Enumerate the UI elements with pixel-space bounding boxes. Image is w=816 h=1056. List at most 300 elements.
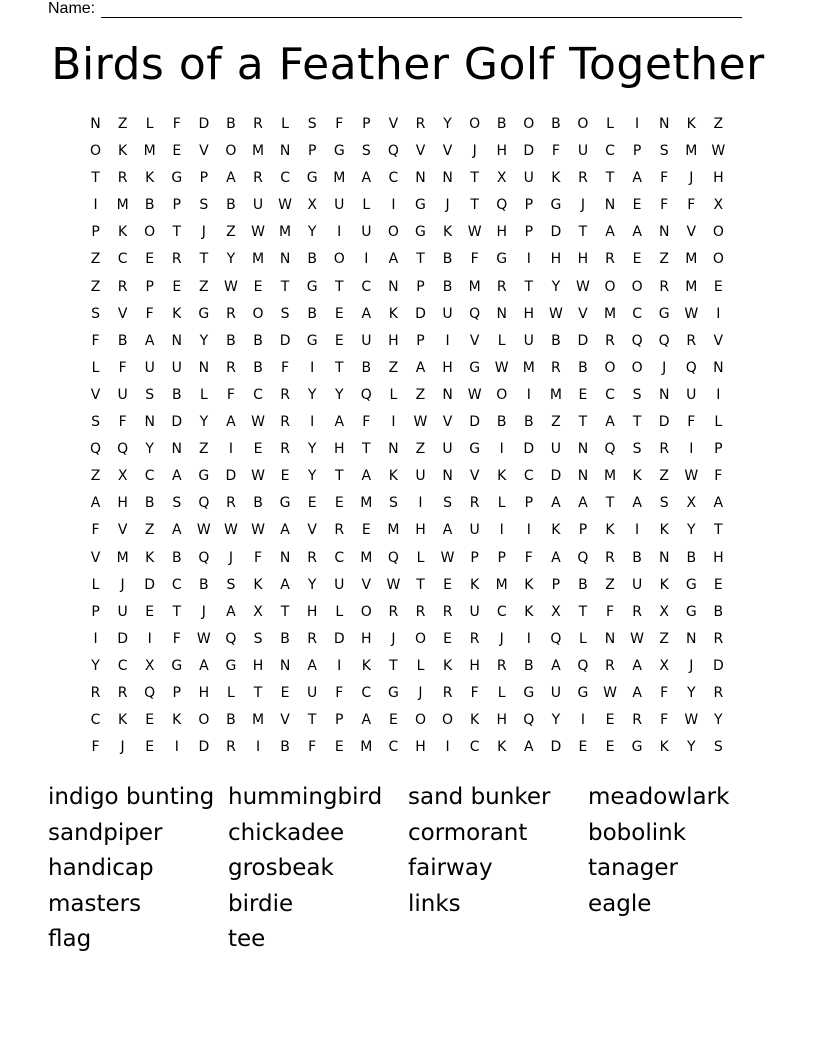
grid-letter: G: [658, 305, 670, 322]
grid-letter: I: [93, 197, 98, 214]
grid-letter: Z: [713, 116, 724, 132]
grid-letter: I: [689, 441, 694, 458]
grid-letter: B: [496, 116, 507, 132]
grid-letter: B: [226, 116, 236, 132]
grid-letter: T: [334, 359, 344, 376]
grid-letter: Q: [387, 549, 399, 566]
grid-letter: U: [361, 332, 372, 349]
grid-letter: D: [198, 739, 210, 756]
grid-letter: M: [116, 197, 129, 214]
grid-letter: L: [335, 603, 344, 620]
grid-letter: Q: [658, 332, 670, 349]
grid-letter: E: [578, 386, 588, 403]
grid-letter: D: [117, 630, 128, 647]
grid-letter: W: [684, 305, 699, 322]
grid-letter: E: [334, 305, 344, 322]
grid-letter: O: [144, 224, 156, 241]
grid-letter: Y: [91, 657, 100, 674]
grid-letter: U: [442, 441, 453, 458]
grid-letter: B: [144, 197, 155, 214]
grid-letter: E: [443, 630, 452, 647]
grid-letter: N: [577, 441, 589, 458]
grid-letter: F: [91, 522, 100, 539]
grid-letter: K: [524, 603, 534, 620]
grid-letter: O: [631, 359, 643, 376]
grid-letter: A: [226, 170, 236, 187]
grid-letter: K: [497, 739, 507, 756]
grid-letter: R: [659, 441, 670, 458]
grid-letter: W: [684, 468, 699, 485]
grid-letter: N: [279, 251, 291, 268]
grid-letter: I: [445, 739, 450, 756]
grid-letter: E: [334, 495, 344, 512]
grid-letter: F: [470, 684, 479, 701]
grid-letter: C: [632, 305, 642, 322]
grid-row: [82, 737, 732, 764]
grid-letter: A: [171, 522, 182, 539]
grid-letter: P: [362, 116, 371, 132]
grid-letter: B: [199, 576, 209, 593]
grid-letter: U: [523, 170, 534, 187]
grid-letter: P: [524, 197, 534, 214]
word-bank-item: chickadee: [228, 819, 345, 846]
grid-letter: B: [226, 712, 236, 729]
grid-letter: A: [144, 332, 155, 349]
grid-letter: A: [605, 414, 615, 431]
grid-letter: D: [658, 414, 670, 431]
grid-letter: R: [117, 278, 128, 295]
grid-letter: H: [523, 305, 535, 322]
grid-letter: I: [147, 630, 152, 647]
grid-letter: N: [279, 549, 291, 566]
grid-letter: A: [415, 359, 426, 376]
grid-letter: W: [494, 359, 509, 376]
grid-letter: Q: [198, 495, 210, 512]
grid-letter: A: [713, 495, 724, 512]
grid-letter: T: [714, 522, 723, 539]
grid-letter: F: [551, 143, 560, 160]
grid-letter: P: [416, 332, 425, 349]
grid-letter: H: [469, 657, 480, 674]
grid-letter: T: [307, 712, 317, 729]
grid-letter: M: [468, 278, 481, 295]
grid-letter: M: [279, 224, 292, 241]
word-bank-item: tanager: [588, 855, 678, 881]
grid-letter: R: [280, 414, 290, 431]
grid-letter: V: [713, 332, 724, 349]
grid-letter: S: [659, 143, 669, 160]
grid-letter: I: [716, 386, 721, 403]
grid-row: [82, 222, 732, 249]
grid-letter: T: [334, 278, 344, 295]
grid-letter: B: [307, 251, 317, 268]
word-bank: [48, 780, 768, 958]
grid-letter: O: [469, 116, 481, 132]
grid-letter: E: [578, 739, 588, 756]
grid-letter: P: [714, 441, 723, 458]
grid-letter: F: [91, 739, 100, 756]
grid-letter: Z: [659, 630, 669, 647]
grid-letter: G: [631, 739, 643, 756]
grid-letter: T: [280, 603, 290, 620]
grid-letter: M: [495, 576, 508, 593]
grid-letter: Y: [307, 224, 317, 241]
grid-letter: A: [578, 495, 588, 512]
grid-letter: S: [280, 305, 290, 322]
grid-letter: F: [335, 684, 344, 701]
grid-letter: W: [386, 576, 401, 593]
word-bank-item: grosbeak: [228, 855, 334, 881]
grid-letter: E: [713, 576, 723, 593]
grid-letter: M: [251, 143, 265, 160]
grid-letter: R: [90, 684, 101, 701]
grid-letter: V: [280, 712, 290, 729]
grid-letter: E: [172, 278, 182, 295]
grid-letter: D: [550, 468, 562, 485]
grid-letter: V: [415, 143, 426, 160]
grid-letter: V: [388, 116, 399, 132]
word-bank-item: sandpiper: [48, 819, 163, 846]
grid-letter: R: [605, 332, 615, 349]
grid-letter: R: [307, 549, 318, 566]
grid-letter: P: [632, 143, 642, 160]
grid-letter: B: [117, 332, 128, 349]
grid-letter: J: [580, 197, 586, 214]
word-bank-item: handicap: [48, 855, 154, 881]
grid-letter: W: [467, 386, 482, 403]
grid-letter: P: [497, 549, 506, 566]
grid-letter: I: [337, 224, 342, 241]
grid-letter: E: [145, 739, 155, 756]
grid-letter: U: [686, 386, 697, 403]
grid-letter: I: [310, 359, 315, 376]
grid-letter: T: [578, 603, 588, 620]
grid-letter: V: [361, 576, 372, 593]
grid-letter: H: [577, 251, 589, 268]
word-bank-item: flag: [48, 926, 92, 952]
grid-row: [82, 683, 732, 710]
grid-letter: I: [635, 116, 640, 132]
grid-letter: H: [117, 495, 128, 512]
grid-row: [82, 114, 732, 141]
grid-letter: F: [226, 386, 235, 403]
grid-letter: E: [145, 712, 155, 729]
grid-letter: G: [469, 441, 481, 458]
grid-letter: W: [224, 278, 238, 295]
grid-letter: G: [171, 170, 183, 187]
grid-letter: R: [442, 603, 453, 620]
grid-letter: Y: [307, 386, 317, 403]
grid-letter: V: [442, 414, 453, 431]
grid-letter: R: [253, 170, 263, 187]
grid-letter: N: [442, 468, 453, 485]
grid-letter: Z: [199, 441, 209, 458]
grid-letter: J: [418, 684, 423, 701]
word-bank-item: birdie: [228, 890, 294, 917]
grid-letter: I: [228, 441, 233, 458]
grid-letter: G: [685, 603, 697, 620]
grid-letter: Q: [360, 386, 372, 403]
grid-letter: M: [360, 739, 373, 756]
grid-letter: A: [551, 657, 561, 674]
grid-letter: G: [469, 359, 481, 376]
grid-letter: J: [662, 359, 667, 376]
grid-letter: E: [253, 278, 263, 295]
grid-letter: U: [144, 359, 155, 376]
grid-letter: N: [415, 170, 426, 187]
grid-letter: B: [686, 549, 697, 566]
grid-letter: D: [550, 224, 562, 241]
grid-letter: N: [279, 143, 291, 160]
grid-letter: H: [388, 332, 399, 349]
grid-letter: F: [660, 712, 669, 729]
grid-letter: K: [524, 576, 534, 593]
grid-letter: Y: [145, 441, 154, 458]
grid-letter: R: [713, 684, 724, 701]
word-bank-item: hummingbird: [228, 784, 383, 810]
grid-letter: E: [632, 251, 642, 268]
grid-letter: S: [713, 739, 723, 756]
grid-letter: I: [174, 739, 179, 756]
grid-letter: B: [280, 739, 290, 756]
word-bank-item: sand bunker: [408, 784, 551, 810]
grid-letter: E: [253, 441, 263, 458]
grid-letter: I: [310, 414, 315, 431]
grid-letter: X: [144, 657, 155, 674]
grid-letter: R: [659, 278, 670, 295]
grid-row: [82, 304, 732, 331]
grid-row: [82, 385, 732, 412]
grid-letter: I: [391, 414, 396, 431]
grid-letter: H: [713, 170, 724, 187]
grid-letter: Q: [631, 332, 643, 349]
grid-letter: H: [198, 684, 210, 701]
grid-letter: Z: [551, 414, 561, 431]
grid-letter: W: [251, 224, 265, 241]
grid-letter: H: [496, 712, 507, 729]
grid-letter: E: [443, 576, 452, 593]
grid-letter: A: [442, 522, 453, 539]
grid-letter: G: [387, 684, 399, 701]
grid-letter: C: [388, 739, 399, 756]
grid-letter: D: [225, 468, 237, 485]
grid-letter: T: [362, 441, 371, 458]
grid-letter: G: [279, 495, 291, 512]
grid-letter: O: [333, 251, 345, 268]
grid-letter: E: [307, 495, 317, 512]
grid-letter: R: [280, 441, 290, 458]
grid-letter: N: [604, 197, 616, 214]
grid-letter: B: [442, 251, 453, 268]
grid-letter: U: [469, 522, 480, 539]
grid-letter: M: [360, 495, 373, 512]
grid-letter: O: [712, 224, 724, 241]
grid-letter: P: [91, 603, 100, 620]
grid-letter: V: [469, 468, 480, 485]
grid-letter: I: [526, 630, 531, 647]
grid-letter: B: [171, 386, 182, 403]
grid-letter: U: [334, 576, 345, 593]
grid-letter: O: [414, 712, 426, 729]
grid-letter: Q: [577, 657, 589, 674]
grid-letter: X: [117, 468, 128, 485]
grid-letter: O: [496, 386, 508, 403]
grid-letter: Z: [388, 359, 399, 376]
grid-letter: J: [499, 630, 504, 647]
grid-letter: S: [145, 386, 155, 403]
grid-letter: K: [361, 657, 371, 674]
grid-letter: K: [253, 576, 263, 593]
grid-letter: F: [605, 603, 615, 620]
grid-letter: B: [713, 603, 724, 620]
grid-letter: O: [414, 630, 426, 647]
grid-letter: K: [172, 305, 182, 322]
grid-letter: D: [415, 305, 426, 322]
grid-letter: R: [226, 359, 236, 376]
grid-letter: L: [497, 684, 506, 701]
grid-letter: K: [605, 522, 615, 539]
grid-letter: L: [579, 630, 587, 647]
grid-letter: N: [604, 630, 616, 647]
grid-letter: R: [280, 386, 290, 403]
grid-letter: W: [467, 224, 482, 241]
grid-letter: Z: [117, 116, 128, 132]
grid-letter: T: [280, 278, 290, 295]
grid-letter: F: [524, 549, 533, 566]
grid-letter: A: [361, 170, 372, 187]
grid-letter: Q: [198, 549, 210, 566]
name-field[interactable]: [48, 0, 742, 18]
grid-letter: W: [224, 522, 238, 539]
grid-letter: Y: [443, 116, 452, 132]
grid-letter: E: [145, 251, 155, 268]
grid-letter: G: [550, 197, 562, 214]
grid-letter: J: [120, 739, 125, 756]
grid-letter: W: [196, 522, 211, 539]
grid-letter: K: [442, 224, 453, 241]
grid-letter: J: [201, 224, 206, 241]
grid-letter: R: [253, 116, 263, 132]
grid-letter: V: [117, 522, 128, 539]
grid-letter: K: [442, 657, 453, 674]
grid-letter: Q: [550, 630, 562, 647]
grid-letter: C: [523, 468, 534, 485]
grid-letter: K: [551, 522, 561, 539]
grid-letter: T: [172, 603, 182, 620]
grid-letter: W: [684, 712, 699, 729]
grid-letter: R: [171, 251, 182, 268]
grid-letter: R: [605, 251, 615, 268]
grid-letter: T: [578, 414, 588, 431]
grid-letter: M: [143, 143, 156, 160]
grid-letter: A: [524, 739, 534, 756]
grid-letter: Z: [90, 468, 101, 485]
page-title: Birds of a Feather Golf Together: [51, 39, 765, 90]
grid-letter: L: [714, 414, 723, 431]
grid-row: [82, 656, 732, 683]
grid-letter: R: [496, 657, 507, 674]
grid-letter: T: [199, 251, 209, 268]
grid-letter: J: [120, 576, 125, 593]
grid-letter: A: [90, 495, 101, 512]
grid-letter: G: [306, 332, 318, 349]
grid-letter: A: [199, 657, 209, 674]
grid-letter: L: [606, 116, 614, 132]
grid-letter: B: [253, 359, 263, 376]
grid-letter: D: [523, 143, 535, 160]
grid-letter: F: [91, 332, 100, 349]
grid-letter: G: [577, 684, 589, 701]
grid-letter: J: [689, 170, 694, 187]
grid-letter: Y: [551, 712, 561, 729]
grid-letter: U: [307, 684, 318, 701]
grid-letter: U: [334, 197, 345, 214]
grid-letter: C: [605, 386, 615, 403]
grid-letter: P: [524, 224, 534, 241]
grid-row: [82, 439, 732, 466]
grid-letter: L: [497, 332, 506, 349]
grid-letter: E: [172, 143, 182, 160]
grid-letter: F: [118, 414, 127, 431]
grid-letter: P: [91, 224, 100, 241]
grid-letter: K: [145, 170, 155, 187]
grid-row: [82, 168, 732, 195]
grid-letter: A: [280, 576, 290, 593]
grid-letter: M: [549, 386, 562, 403]
grid-letter: H: [415, 739, 426, 756]
grid-letter: U: [577, 143, 589, 160]
grid-letter: C: [117, 251, 128, 268]
grid-letter: W: [576, 278, 590, 295]
grid-letter: L: [389, 386, 398, 403]
grid-letter: P: [307, 143, 317, 160]
grid-letter: G: [415, 197, 426, 214]
word-bank-item: bobolink: [588, 819, 687, 846]
grid-letter: G: [198, 305, 210, 322]
grid-letter: Y: [199, 414, 209, 431]
grid-letter: B: [523, 414, 534, 431]
grid-letter: H: [252, 657, 264, 674]
grid-letter: H: [306, 603, 318, 620]
grid-letter: I: [526, 386, 531, 403]
word-bank-item: links: [408, 890, 461, 917]
grid-letter: B: [171, 549, 182, 566]
grid-letter: W: [440, 549, 455, 566]
grid-letter: M: [603, 305, 617, 322]
grid-letter: I: [418, 495, 423, 512]
grid-letter: R: [388, 603, 399, 620]
grid-letter: D: [469, 414, 481, 431]
grid-letter: J: [472, 143, 477, 160]
grid-letter: Q: [144, 684, 156, 701]
grid-row: [82, 331, 732, 358]
grid-letter: C: [334, 549, 345, 566]
grid-letter: V: [578, 305, 588, 322]
grid-letter: U: [117, 603, 128, 620]
grid-letter: C: [361, 278, 372, 295]
grid-letter: W: [196, 630, 211, 647]
grid-letter: R: [686, 332, 697, 349]
grid-letter: U: [361, 224, 372, 241]
word-bank-item: tee: [228, 926, 266, 952]
grid-letter: Z: [415, 441, 426, 458]
grid-letter: W: [413, 414, 428, 431]
grid-letter: A: [632, 684, 642, 701]
grid-letter: Z: [659, 468, 669, 485]
grid-letter: Q: [496, 197, 508, 214]
grid-letter: X: [551, 603, 561, 620]
word-bank-item: indigo bunting: [48, 784, 215, 810]
